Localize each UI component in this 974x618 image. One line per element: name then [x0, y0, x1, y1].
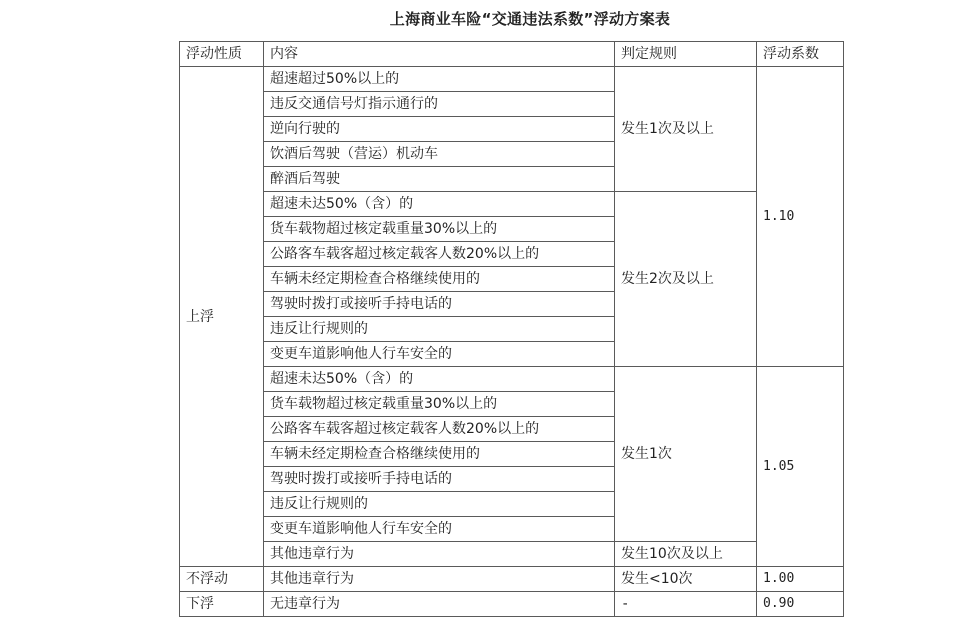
coefficient-cell: 1.00	[757, 567, 844, 592]
rule-cell: 发生10次及以上	[615, 542, 757, 567]
content-cell: 驾驶时拨打或接听手持电话的	[264, 292, 615, 317]
content-cell: 其他违章行为	[264, 567, 615, 592]
content-cell: 超速未达50%（含）的	[264, 367, 615, 392]
rule-cell: 发生<10次	[615, 567, 757, 592]
coefficient-cell: 1.05	[757, 367, 844, 567]
rule-cell: 发生2次及以上	[615, 192, 757, 367]
content-cell: 超速超过50%以上的	[264, 67, 615, 92]
coefficient-cell: 1.10	[757, 67, 844, 367]
rule-cell: 发生1次	[615, 367, 757, 542]
table-row	[180, 192, 844, 217]
table-row	[180, 367, 844, 392]
content-cell: 违反让行规则的	[264, 492, 615, 517]
header-coefficient: 浮动系数	[757, 42, 844, 67]
header-rule: 判定规则	[615, 42, 757, 67]
group-down: 下浮	[180, 592, 264, 617]
content-cell: 饮酒后驾驶（营运）机动车	[264, 142, 615, 167]
content-cell: 货车载物超过核定载重量30%以上的	[264, 392, 615, 417]
content-cell: 无违章行为	[264, 592, 615, 617]
header-content: 内容	[264, 42, 615, 67]
page-title: 上海商业车险“交通违法系数”浮动方案表	[389, 10, 671, 28]
content-cell: 其他违章行为	[264, 542, 615, 567]
group-up: 上浮	[180, 67, 264, 567]
content-cell: 公路客车载客超过核定载客人数20%以上的	[264, 417, 615, 442]
rule-cell: 发生1次及以上	[615, 67, 757, 192]
content-cell: 变更车道影响他人行车安全的	[264, 517, 615, 542]
rule-cell: -	[615, 592, 757, 617]
content-cell: 变更车道影响他人行车安全的	[264, 342, 615, 367]
content-cell: 醉酒后驾驶	[264, 167, 615, 192]
content-cell: 违反让行规则的	[264, 317, 615, 342]
content-cell: 公路客车载客超过核定载客人数20%以上的	[264, 242, 615, 267]
content-cell: 车辆未经定期检查合格继续使用的	[264, 267, 615, 292]
group-none: 不浮动	[180, 567, 264, 592]
floating-coefficient-table	[179, 41, 844, 617]
table-header-row	[180, 42, 844, 67]
content-cell: 逆向行驶的	[264, 117, 615, 142]
coefficient-cell: 0.90	[757, 592, 844, 617]
table-row	[180, 592, 844, 617]
table-row	[180, 542, 844, 567]
content-cell: 货车载物超过核定载重量30%以上的	[264, 217, 615, 242]
content-cell: 车辆未经定期检查合格继续使用的	[264, 442, 615, 467]
content-cell: 超速未达50%（含）的	[264, 192, 615, 217]
content-cell: 驾驶时拨打或接听手持电话的	[264, 467, 615, 492]
content-cell: 违反交通信号灯指示通行的	[264, 92, 615, 117]
header-nature: 浮动性质	[180, 42, 264, 67]
table-row	[180, 567, 844, 592]
table-row	[180, 67, 844, 92]
